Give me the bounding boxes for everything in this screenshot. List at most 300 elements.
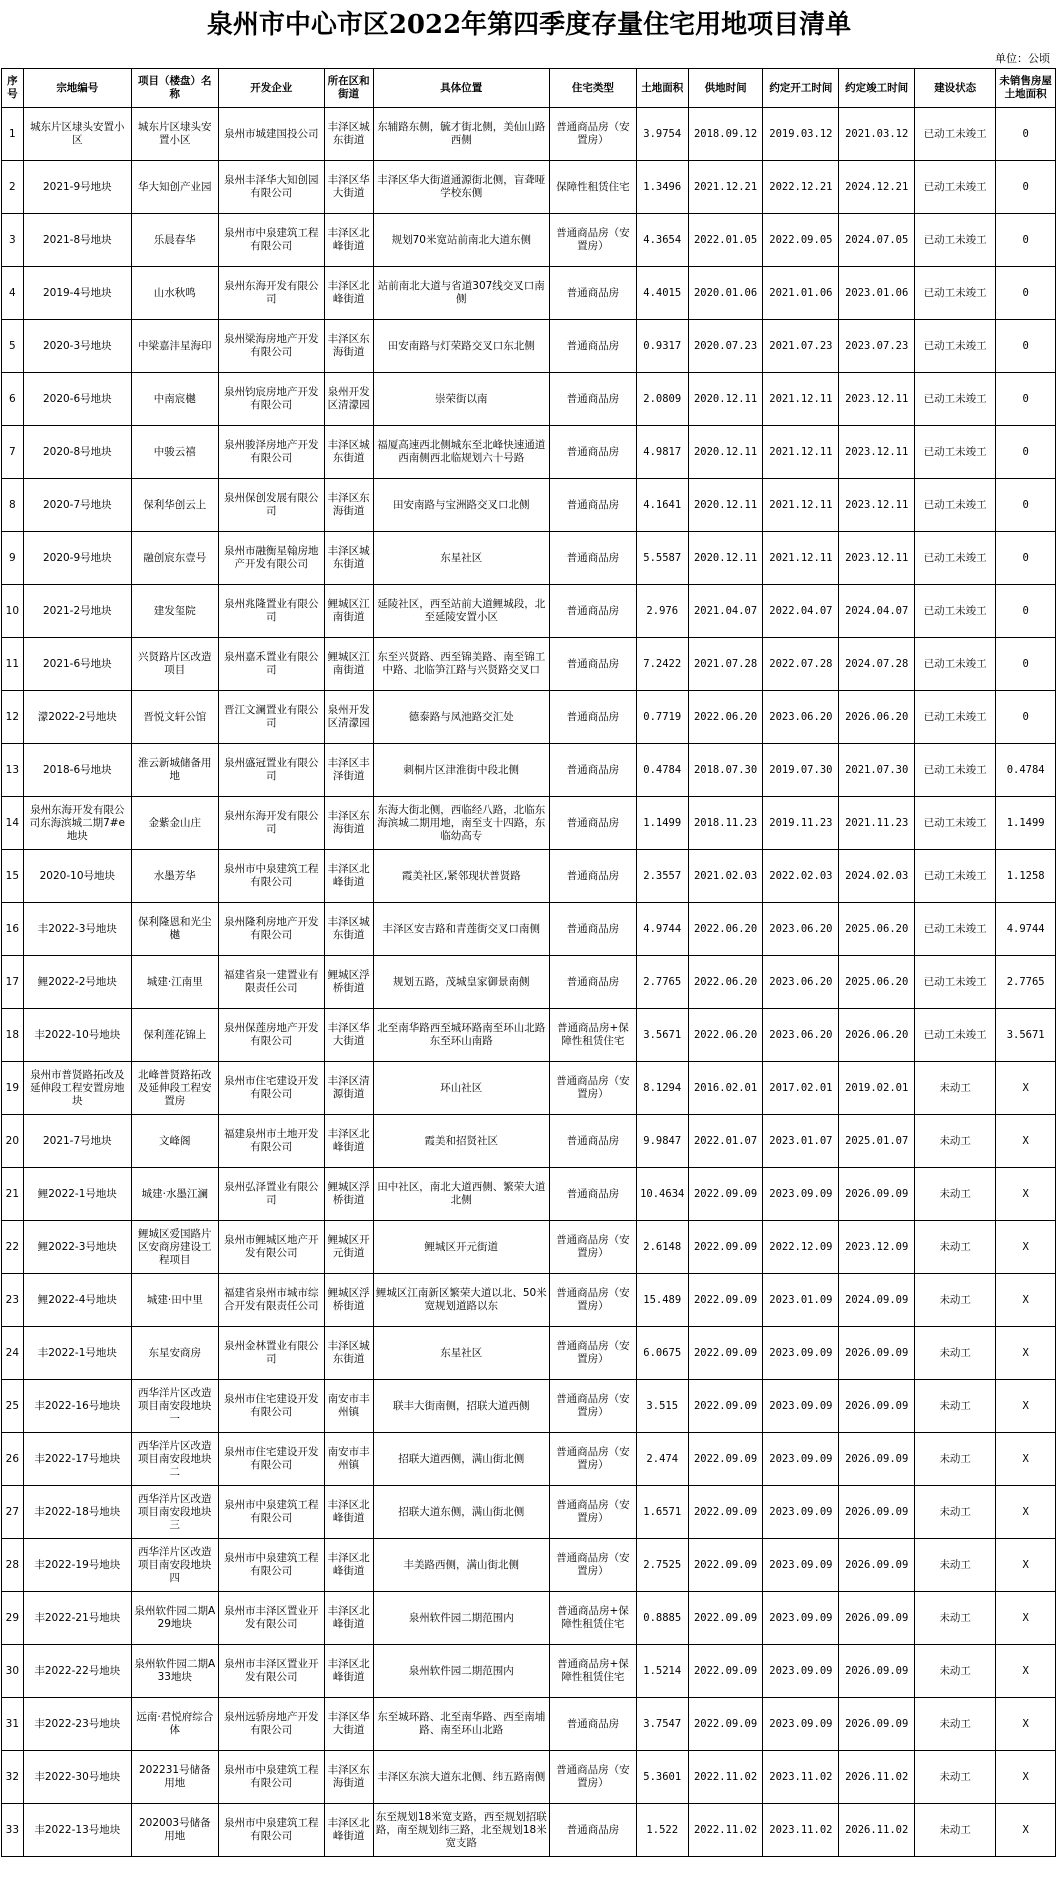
table-row (2, 426, 1056, 479)
table-cell: 未动工 (915, 1062, 996, 1115)
table-cell: 丰泽区北峰街道 (324, 1115, 373, 1168)
table-cell: 15 (2, 850, 24, 903)
table-cell: 丰2022-23号地块 (23, 1698, 131, 1751)
table-cell: 2022.04.07 (763, 585, 839, 638)
table-cell: 普通商品房 (550, 267, 637, 320)
table-cell: 泉州市中泉建筑工程有限公司 (218, 1539, 324, 1592)
table-cell: 已动工未竣工 (915, 956, 996, 1009)
table-cell: 晋江文澜置业有限公司 (218, 691, 324, 744)
table-cell: 保利华创云上 (131, 479, 218, 532)
table-cell: X (996, 1168, 1056, 1221)
table-cell: 0 (996, 320, 1056, 373)
table-cell: 规划五路，茂城皇家御景南侧 (373, 956, 550, 1009)
table-cell: 泉州市中泉建筑工程有限公司 (218, 214, 324, 267)
table-row (2, 1062, 1056, 1115)
table-cell: 站前南北大道与省道307线交叉口南侧 (373, 267, 550, 320)
table-cell: 2026.09.09 (839, 1592, 915, 1645)
table-cell: 城东片区埭头安置小区 (23, 108, 131, 161)
table-cell: 已动工未竣工 (915, 108, 996, 161)
table-cell: 2021-6号地块 (23, 638, 131, 691)
table-cell: 泉州软件园二期范围内 (373, 1645, 550, 1698)
table-cell: 普通商品房 (550, 1168, 637, 1221)
table-cell: 鲤城区江南新区繁荣大道以北、50米宽规划道路以东 (373, 1274, 550, 1327)
table-cell: X (996, 1433, 1056, 1486)
table-cell: 2022.01.05 (688, 214, 763, 267)
table-cell: 2022.12.21 (763, 161, 839, 214)
table-cell: 濛2022-2号地块 (23, 691, 131, 744)
table-cell: 2021.12.11 (763, 532, 839, 585)
table-cell: 泉州软件园二期A33地块 (131, 1645, 218, 1698)
header-cell: 未销售房屋土地面积 (996, 69, 1056, 108)
table-cell: 12 (2, 691, 24, 744)
table-cell: 7.2422 (636, 638, 688, 691)
table-cell: 乐晨春华 (131, 214, 218, 267)
table-cell: 0 (996, 426, 1056, 479)
table-cell: 10.4634 (636, 1168, 688, 1221)
table-cell: 2022.01.07 (688, 1115, 763, 1168)
table-cell: 14 (2, 797, 24, 850)
table-cell: 城建·田中里 (131, 1274, 218, 1327)
table-cell: 9 (2, 532, 24, 585)
table-cell: 鲤城区浮桥街道 (324, 1274, 373, 1327)
header-cell: 所在区和街道 (324, 69, 373, 108)
table-row (2, 161, 1056, 214)
table-cell: X (996, 1698, 1056, 1751)
table-cell: 普通商品房 (550, 797, 637, 850)
table-cell: 2.474 (636, 1433, 688, 1486)
table-cell: 2022.09.09 (688, 1592, 763, 1645)
table-cell: 2018.07.30 (688, 744, 763, 797)
table-cell: X (996, 1327, 1056, 1380)
table-cell: 33 (2, 1804, 24, 1857)
table-cell: 延陵社区，西至站前大道鲤城段，北至延陵安置小区 (373, 585, 550, 638)
table-cell: 0 (996, 373, 1056, 426)
table-cell: 普通商品房 (550, 744, 637, 797)
table-cell: X (996, 1539, 1056, 1592)
table-cell: 已动工未竣工 (915, 267, 996, 320)
table-cell: 鲤城区爱国路片区安商房建设工程项目 (131, 1221, 218, 1274)
table-cell: 2024.09.09 (839, 1274, 915, 1327)
table-cell: 远南·君悦府综合体 (131, 1698, 218, 1751)
table-cell: 2023.06.20 (763, 903, 839, 956)
table-cell: 泉州市中泉建筑工程有限公司 (218, 1804, 324, 1857)
table-row (2, 1592, 1056, 1645)
table-cell: 鲤城区江南街道 (324, 585, 373, 638)
table-cell: 0.4784 (636, 744, 688, 797)
land-project-table (1, 68, 1056, 1857)
table-cell: 丰泽区北峰街道 (324, 1592, 373, 1645)
header-cell: 土地面积 (636, 69, 688, 108)
table-cell: 已动工未竣工 (915, 638, 996, 691)
table-cell: 福建泉州市土地开发有限公司 (218, 1115, 324, 1168)
table-cell: 23 (2, 1274, 24, 1327)
table-cell: 2022.11.02 (688, 1804, 763, 1857)
table-cell: 2019.03.12 (763, 108, 839, 161)
table-cell: 2023.12.11 (839, 479, 915, 532)
table-cell: 普通商品房 (550, 320, 637, 373)
table-cell: 8 (2, 479, 24, 532)
table-cell: 已动工未竣工 (915, 744, 996, 797)
table-cell: 2022.09.09 (688, 1433, 763, 1486)
table-cell: 2021.02.03 (688, 850, 763, 903)
table-cell: 2021.03.12 (839, 108, 915, 161)
table-row (2, 638, 1056, 691)
table-cell: 2026.09.09 (839, 1698, 915, 1751)
table-cell: 2020-3号地块 (23, 320, 131, 373)
table-cell: 泉州市中泉建筑工程有限公司 (218, 1486, 324, 1539)
table-cell: 田中社区，南北大道西侧、繁荣大道北侧 (373, 1168, 550, 1221)
table-cell: 2024.04.07 (839, 585, 915, 638)
table-cell: 丰2022-16号地块 (23, 1380, 131, 1433)
table-cell: 鲤城区浮桥街道 (324, 956, 373, 1009)
table-cell: 2022.09.09 (688, 1221, 763, 1274)
table-cell: 2022.09.05 (763, 214, 839, 267)
table-cell: 泉州嘉禾置业有限公司 (218, 638, 324, 691)
table-cell: 2020-10号地块 (23, 850, 131, 903)
table-cell: 泉州保创发展有限公司 (218, 479, 324, 532)
table-cell: 泉州市鲤城区地产开发有限公司 (218, 1221, 324, 1274)
table-cell: 2021.07.28 (688, 638, 763, 691)
table-cell: 2023.09.09 (763, 1168, 839, 1221)
table-cell: 未动工 (915, 1274, 996, 1327)
table-cell: 普通商品房（安置房） (550, 1486, 637, 1539)
table-cell: 泉州兆隆置业有限公司 (218, 585, 324, 638)
table-cell: 鲤2022-4号地块 (23, 1274, 131, 1327)
table-cell: 中南宸樾 (131, 373, 218, 426)
header-cell: 具体位置 (373, 69, 550, 108)
table-cell: 32 (2, 1751, 24, 1804)
table-cell: 普通商品房 (550, 850, 637, 903)
table-cell: 田安南路与灯荣路交叉口东北侧 (373, 320, 550, 373)
table-cell: 0.7719 (636, 691, 688, 744)
table-cell: 3.9754 (636, 108, 688, 161)
table-cell: 2019.02.01 (839, 1062, 915, 1115)
header-cell: 建设状态 (915, 69, 996, 108)
table-cell: 丰泽区北峰街道 (324, 267, 373, 320)
table-body (2, 108, 1056, 1857)
table-cell: 鲤城区浮桥街道 (324, 1168, 373, 1221)
table-cell: 丰泽区丰泽街道 (324, 744, 373, 797)
table-cell: 东星社区 (373, 532, 550, 585)
table-cell: 泉州软件园二期范围内 (373, 1592, 550, 1645)
table-cell: 丰2022-30号地块 (23, 1751, 131, 1804)
table-cell: 2016.02.01 (688, 1062, 763, 1115)
table-cell: 普通商品房（安置房） (550, 108, 637, 161)
table-cell: 2019.07.30 (763, 744, 839, 797)
table-cell: 丰泽区东海街道 (324, 1751, 373, 1804)
header-cell: 项目（楼盘）名称 (131, 69, 218, 108)
table-cell: 已动工未竣工 (915, 903, 996, 956)
table-cell: 普通商品房+保障性租赁住宅 (550, 1645, 637, 1698)
table-cell: 2023.09.09 (763, 1433, 839, 1486)
table-row (2, 1486, 1056, 1539)
table-cell: 0.8885 (636, 1592, 688, 1645)
table-cell: 淮云新城储备用地 (131, 744, 218, 797)
table-cell: 保利隆恩和光尘樾 (131, 903, 218, 956)
table-cell: 丰泽区华大街道通源街北侧，盲聋哑学校东侧 (373, 161, 550, 214)
table-cell: 2019.11.23 (763, 797, 839, 850)
table-cell: 普通商品房（安置房） (550, 1539, 637, 1592)
table-cell: 0 (996, 585, 1056, 638)
table-cell: 2023.09.09 (763, 1486, 839, 1539)
table-cell: 刺桐片区津淮街中段北侧 (373, 744, 550, 797)
table-cell: 联丰大街南侧，招联大道西侧 (373, 1380, 550, 1433)
table-cell: 2020-8号地块 (23, 426, 131, 479)
table-row (2, 903, 1056, 956)
table-cell: 2021.12.11 (763, 426, 839, 479)
table-cell: 崇荣街以南 (373, 373, 550, 426)
table-cell: 2022.06.20 (688, 691, 763, 744)
table-cell: 2019-4号地块 (23, 267, 131, 320)
table-cell: 2023.09.09 (763, 1645, 839, 1698)
table-cell: 5.3601 (636, 1751, 688, 1804)
table-cell: 2025.06.20 (839, 956, 915, 1009)
table-cell: 普通商品房 (550, 691, 637, 744)
table-cell: 11 (2, 638, 24, 691)
table-cell: 霞美社区,紧邻现状普贤路 (373, 850, 550, 903)
table-cell: 鲤2022-1号地块 (23, 1168, 131, 1221)
table-cell: 3.7547 (636, 1698, 688, 1751)
table-cell: 1.1258 (996, 850, 1056, 903)
table-cell: 30 (2, 1645, 24, 1698)
unit-label: 单位：公顷 (995, 52, 1050, 65)
table-row (2, 1698, 1056, 1751)
table-cell: 2023.06.20 (763, 1009, 839, 1062)
table-cell: 丰2022-22号地块 (23, 1645, 131, 1698)
table-row (2, 1751, 1056, 1804)
table-cell: 2026.11.02 (839, 1804, 915, 1857)
table-cell: 2023.01.07 (763, 1115, 839, 1168)
table-row (2, 1645, 1056, 1698)
table-row (2, 1539, 1056, 1592)
table-cell: 已动工未竣工 (915, 479, 996, 532)
table-cell: 普通商品房（安置房） (550, 1327, 637, 1380)
table-cell: 4 (2, 267, 24, 320)
table-cell: 泉州盛冠置业有限公司 (218, 744, 324, 797)
table-cell: 晋悦文轩公馆 (131, 691, 218, 744)
table-cell: 环山社区 (373, 1062, 550, 1115)
table-cell: 丰2022-13号地块 (23, 1804, 131, 1857)
table-cell: 泉州东海开发有限公司 (218, 267, 324, 320)
table-cell: 西华洋片区改造项目南安段地块二 (131, 1433, 218, 1486)
table-cell: 4.9744 (636, 903, 688, 956)
table-cell: 2021-7号地块 (23, 1115, 131, 1168)
table-cell: X (996, 1486, 1056, 1539)
table-cell: 2022.09.09 (688, 1380, 763, 1433)
table-cell: 丰泽区城东街道 (324, 108, 373, 161)
table-cell: 7 (2, 426, 24, 479)
table-cell: 中梁嘉沣星海印 (131, 320, 218, 373)
table-cell: 丰泽区华大街道 (324, 1009, 373, 1062)
table-row (2, 1009, 1056, 1062)
table-cell: 泉州钧宸房地产开发有限公司 (218, 373, 324, 426)
table-cell: 已动工未竣工 (915, 373, 996, 426)
table-cell: 普通商品房+保障性租赁住宅 (550, 1009, 637, 1062)
table-cell: 泉州开发区清濛园 (324, 691, 373, 744)
table-cell: 2018-6号地块 (23, 744, 131, 797)
table-cell: 丰2022-21号地块 (23, 1592, 131, 1645)
table-cell: 3.5671 (636, 1009, 688, 1062)
table-cell: 2020-9号地块 (23, 532, 131, 585)
table-cell: 0 (996, 161, 1056, 214)
table-cell: 东至兴贤路、西至锦美路、南至锦工中路、北临笋江路与兴贤路交叉口 (373, 638, 550, 691)
header-cell: 开发企业 (218, 69, 324, 108)
table-cell: 泉州市丰泽区置业开发有限公司 (218, 1592, 324, 1645)
table-cell: 2024.12.21 (839, 161, 915, 214)
table-cell: 兴贤路片区改造项目 (131, 638, 218, 691)
table-cell: 普通商品房 (550, 638, 637, 691)
table-cell: 2022.09.09 (688, 1274, 763, 1327)
table-cell: 已动工未竣工 (915, 320, 996, 373)
table-cell: 泉州市住宅建设开发有限公司 (218, 1062, 324, 1115)
table-cell: 泉州东海开发有限公司东海滨城二期7#e地块 (23, 797, 131, 850)
table-cell: 1.1499 (636, 797, 688, 850)
table-cell: 丰2022-18号地块 (23, 1486, 131, 1539)
table-cell: 泉州骏泽房地产开发有限公司 (218, 426, 324, 479)
table-cell: 2022.07.28 (763, 638, 839, 691)
table-cell: 2021.12.11 (763, 373, 839, 426)
table-cell: 5 (2, 320, 24, 373)
table-cell: 4.9817 (636, 426, 688, 479)
table-cell: 丰泽区东海街道 (324, 797, 373, 850)
table-cell: 20 (2, 1115, 24, 1168)
table-cell: 16 (2, 903, 24, 956)
table-cell: 2.976 (636, 585, 688, 638)
header-cell: 序号 (2, 69, 24, 108)
table-cell: 2023.01.06 (839, 267, 915, 320)
table-cell: 丰泽区北峰街道 (324, 1804, 373, 1857)
table-cell: 未动工 (915, 1539, 996, 1592)
table-cell: 丰泽区安吉路和青莲街交叉口南侧 (373, 903, 550, 956)
table-cell: 9.9847 (636, 1115, 688, 1168)
table-cell: 27 (2, 1486, 24, 1539)
table-cell: 鲤2022-2号地块 (23, 956, 131, 1009)
table-cell: 西华洋片区改造项目南安段地块一 (131, 1380, 218, 1433)
table-cell: 中骏云禧 (131, 426, 218, 479)
table-cell: 泉州保莲房地产开发有限公司 (218, 1009, 324, 1062)
table-cell: 泉州市融衡星翰房地产开发有限公司 (218, 532, 324, 585)
table-cell: 南安市丰州镇 (324, 1433, 373, 1486)
table-cell: 普通商品房 (550, 373, 637, 426)
table-cell: 普通商品房 (550, 1804, 637, 1857)
table-cell: 2026.09.09 (839, 1168, 915, 1221)
table-cell: 2021.07.30 (839, 744, 915, 797)
table-cell: 文峰阁 (131, 1115, 218, 1168)
table-cell: 未动工 (915, 1380, 996, 1433)
table-cell: 1.3496 (636, 161, 688, 214)
table-cell: 2.7765 (996, 956, 1056, 1009)
table-cell: 21 (2, 1168, 24, 1221)
table-cell: 泉州丰泽华大知创园有限公司 (218, 161, 324, 214)
table-cell: 鲤2022-3号地块 (23, 1221, 131, 1274)
table-cell: X (996, 1062, 1056, 1115)
table-cell: 丰泽区华大街道 (324, 1698, 373, 1751)
table-cell: 2021-8号地块 (23, 214, 131, 267)
table-row (2, 585, 1056, 638)
table-cell: 福建省泉一建置业有限责任公司 (218, 956, 324, 1009)
table-cell: 未动工 (915, 1645, 996, 1698)
table-cell: 2023.01.09 (763, 1274, 839, 1327)
table-cell: 2022.09.09 (688, 1486, 763, 1539)
table-cell: 4.9744 (996, 903, 1056, 956)
table-cell: 0 (996, 638, 1056, 691)
table-cell: 泉州弘泽置业有限公司 (218, 1168, 324, 1221)
table-cell: 普通商品房 (550, 1698, 637, 1751)
table-row (2, 532, 1056, 585)
table-cell: 2026.09.09 (839, 1327, 915, 1380)
table-cell: 丰泽区北峰街道 (324, 214, 373, 267)
table-cell: 2023.09.09 (763, 1380, 839, 1433)
table-cell: X (996, 1115, 1056, 1168)
table-row (2, 1327, 1056, 1380)
table-cell: 泉州金林置业有限公司 (218, 1327, 324, 1380)
table-cell: 未动工 (915, 1221, 996, 1274)
table-cell: X (996, 1645, 1056, 1698)
table-cell: 未动工 (915, 1698, 996, 1751)
table-cell: 普通商品房（安置房） (550, 1751, 637, 1804)
table-cell: 29 (2, 1592, 24, 1645)
table-row (2, 320, 1056, 373)
table-cell: 未动工 (915, 1433, 996, 1486)
table-cell: 丰泽区华大街道 (324, 161, 373, 214)
table-cell: 已动工未竣工 (915, 691, 996, 744)
table-row (2, 1380, 1056, 1433)
header-cell: 宗地编号 (23, 69, 131, 108)
table-cell: 2025.01.07 (839, 1115, 915, 1168)
table-cell: 2021.12.21 (688, 161, 763, 214)
table-cell: X (996, 1380, 1056, 1433)
table-cell: 东海大街北侧，西临经八路，北临东海滨城二期用地，南至支十四路，东临幼高专 (373, 797, 550, 850)
table-cell: 2025.06.20 (839, 903, 915, 956)
table-cell: 17 (2, 956, 24, 1009)
table-cell: 已动工未竣工 (915, 850, 996, 903)
table-cell: 2023.12.09 (839, 1221, 915, 1274)
table-cell: 2024.02.03 (839, 850, 915, 903)
document-title: 泉州市中心市区2022年第四季度存量住宅用地项目清单 (206, 10, 852, 40)
table-cell: 2022.09.09 (688, 1327, 763, 1380)
table-cell: 普通商品房（安置房） (550, 1433, 637, 1486)
table-cell: 28 (2, 1539, 24, 1592)
table-cell: 丰泽区北峰街道 (324, 850, 373, 903)
table-cell: X (996, 1592, 1056, 1645)
table-cell: 保利莲花锦上 (131, 1009, 218, 1062)
table-cell: 丰泽区清源街道 (324, 1062, 373, 1115)
table-cell: 霞美和招贤社区 (373, 1115, 550, 1168)
table-cell: 东至城环路、北至南华路、西至南埔路、南至环山北路 (373, 1698, 550, 1751)
table-cell: 0 (996, 108, 1056, 161)
table-cell: 泉州开发区清濛园 (324, 373, 373, 426)
table-cell: 2023.09.09 (763, 1327, 839, 1380)
table-cell: 2026.11.02 (839, 1751, 915, 1804)
table-cell: 招联大道东侧，满山街北侧 (373, 1486, 550, 1539)
table-row (2, 1274, 1056, 1327)
table-cell: 2020.07.23 (688, 320, 763, 373)
table-cell: 未动工 (915, 1804, 996, 1857)
table-cell: 丰泽区城东街道 (324, 532, 373, 585)
table-cell: 建发玺院 (131, 585, 218, 638)
table-cell: 2021.01.06 (763, 267, 839, 320)
table-cell: 丰2022-1号地块 (23, 1327, 131, 1380)
table-cell: 未动工 (915, 1115, 996, 1168)
table-row (2, 956, 1056, 1009)
table-cell: 2023.06.20 (763, 956, 839, 1009)
table-row (2, 1804, 1056, 1857)
table-cell: 福建省泉州市城市综合开发有限责任公司 (218, 1274, 324, 1327)
table-row (2, 797, 1056, 850)
table-cell: 普通商品房（安置房） (550, 1062, 637, 1115)
table-cell: 2021-2号地块 (23, 585, 131, 638)
table-cell: 4.1641 (636, 479, 688, 532)
